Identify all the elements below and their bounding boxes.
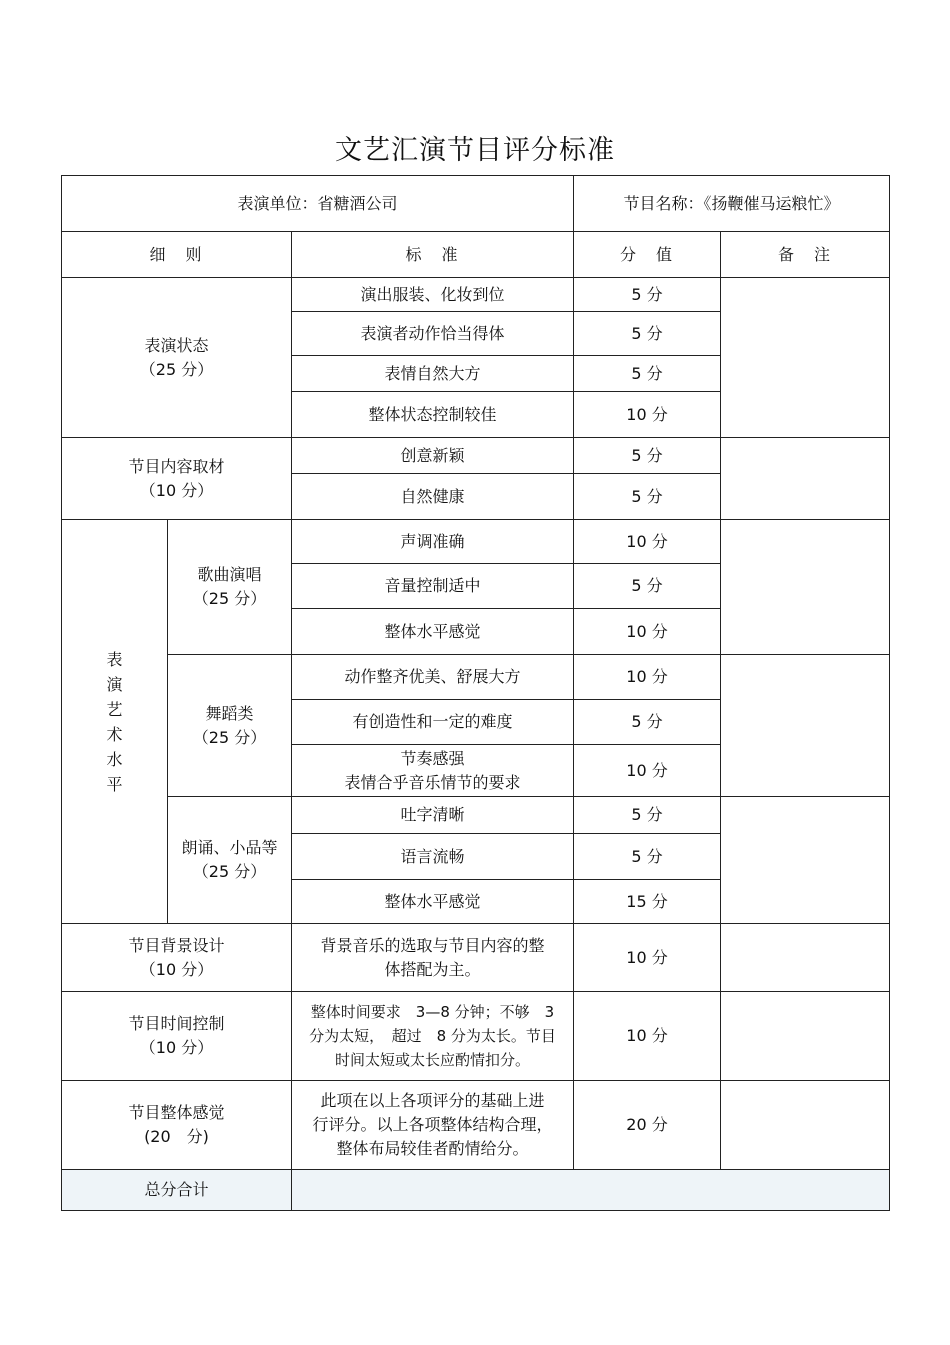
remark-cell xyxy=(721,520,890,655)
table-row xyxy=(62,992,890,1081)
category-overall-impression xyxy=(62,1081,292,1170)
category-time-control xyxy=(62,992,292,1081)
score-cell: 10 分 xyxy=(574,392,721,438)
category-performance-state xyxy=(62,278,292,438)
standard-cell: 自然健康 xyxy=(292,474,574,520)
program-name: 节目名称：《扬鞭催马运粮忙》 xyxy=(574,176,890,232)
score-cell: 5 分 xyxy=(574,438,721,474)
subcategory-name: 朗诵、小品等 xyxy=(181,838,278,857)
score-cell: 10 分 xyxy=(574,745,721,797)
info-row xyxy=(62,176,890,232)
category-name: 节目背景设计 xyxy=(128,935,225,955)
category-name: 节目整体感觉 xyxy=(128,1103,225,1122)
category-name: 节目内容取材 xyxy=(128,456,225,476)
standard-cell: 整体时间要求 3—8 分钟；不够 3 分为太短， 超过 8 分为太长。节目 时间太短或太长应酌情扣分。 xyxy=(292,992,574,1081)
category-points: （10 分） xyxy=(139,959,214,979)
remark-cell xyxy=(721,655,890,797)
subcategory-points: （25 分） xyxy=(192,727,267,747)
category-artistic-level xyxy=(62,520,168,924)
score-cell: 20 分 xyxy=(574,1081,721,1170)
standard-cell: 创意新颖 xyxy=(292,438,574,474)
header-detail: 细 则 xyxy=(62,232,292,278)
score-cell: 5 分 xyxy=(574,474,721,520)
standard-cell: 演出服装、化妆到位 xyxy=(292,278,574,312)
standard-cell: 背景音乐的选取与节目内容的整 体搭配为主。 xyxy=(292,924,574,992)
subcategory-points: （25 分） xyxy=(192,862,267,881)
category-background-design xyxy=(62,924,292,992)
table-row xyxy=(62,924,890,992)
score-cell: 10 分 xyxy=(574,655,721,700)
category-content xyxy=(62,438,292,520)
total-row xyxy=(62,1170,890,1211)
standard-cell: 音量控制适中 xyxy=(292,564,574,609)
remark-cell xyxy=(721,797,890,924)
subcategory-recitation xyxy=(168,797,292,924)
table-row xyxy=(62,797,890,834)
performing-unit: 表演单位：省糖酒公司 xyxy=(62,176,574,232)
remark-cell xyxy=(721,924,890,992)
table-row xyxy=(62,278,890,312)
score-cell: 5 分 xyxy=(574,797,721,834)
score-cell: 5 分 xyxy=(574,564,721,609)
subcategory-name: 歌曲演唱 xyxy=(197,565,262,584)
table-row xyxy=(62,1081,890,1170)
header-score: 分 值 xyxy=(574,232,721,278)
category-name: 表 演 艺 术 水 平 xyxy=(106,649,123,794)
score-cell: 15 分 xyxy=(574,880,721,924)
subcategory-singing xyxy=(168,520,292,655)
table-row xyxy=(62,438,890,474)
header-row xyxy=(62,232,890,278)
standard-cell: 表情自然大方 xyxy=(292,356,574,392)
remark-cell xyxy=(721,992,890,1081)
remark-cell xyxy=(721,278,890,438)
score-cell: 5 分 xyxy=(574,356,721,392)
score-cell: 10 分 xyxy=(574,992,721,1081)
category-name: 节目时间控制 xyxy=(128,1014,225,1033)
score-cell: 5 分 xyxy=(574,312,721,356)
score-cell: 5 分 xyxy=(574,278,721,312)
header-remark: 备 注 xyxy=(721,232,890,278)
subcategory-points: （25 分） xyxy=(192,589,267,608)
remark-cell xyxy=(721,1081,890,1170)
scoring-table xyxy=(61,175,890,1211)
remark-cell xyxy=(721,438,890,520)
category-points: （25 分） xyxy=(139,359,214,379)
table-row xyxy=(62,655,890,700)
category-points: (20 分) xyxy=(144,1127,209,1146)
standard-cell: 整体水平感觉 xyxy=(292,880,574,924)
total-label: 总分合计 xyxy=(62,1170,292,1211)
standard-cell: 声调准确 xyxy=(292,520,574,564)
total-value xyxy=(292,1170,890,1211)
subcategory-name: 舞蹈类 xyxy=(205,703,254,723)
standard-cell: 表演者动作恰当得体 xyxy=(292,312,574,356)
standard-cell: 吐字清晰 xyxy=(292,797,574,834)
subcategory-dance xyxy=(168,655,292,797)
document-title: 文艺汇演节目评分标准 xyxy=(335,135,615,166)
score-cell: 10 分 xyxy=(574,924,721,992)
category-points: （10 分） xyxy=(139,480,214,500)
standard-cell: 动作整齐优美、舒展大方 xyxy=(292,655,574,700)
score-cell: 10 分 xyxy=(574,609,721,655)
standard-cell: 整体水平感觉 xyxy=(292,609,574,655)
score-cell: 5 分 xyxy=(574,700,721,745)
table-row xyxy=(62,520,890,564)
standard-cell: 有创造性和一定的难度 xyxy=(292,700,574,745)
standard-cell: 整体状态控制较佳 xyxy=(292,392,574,438)
standard-cell: 节奏感强 表情合乎音乐情节的要求 xyxy=(292,745,574,797)
category-points: （10 分） xyxy=(139,1038,214,1057)
header-standard: 标 准 xyxy=(292,232,574,278)
standard-cell: 语言流畅 xyxy=(292,834,574,880)
category-name: 表演状态 xyxy=(144,335,209,355)
score-cell: 10 分 xyxy=(574,520,721,564)
score-cell: 5 分 xyxy=(574,834,721,880)
standard-cell: 此项在以上各项评分的基础上进 行评分。以上各项整体结构合理， 整体布局较佳者酌情给分。 xyxy=(292,1081,574,1170)
